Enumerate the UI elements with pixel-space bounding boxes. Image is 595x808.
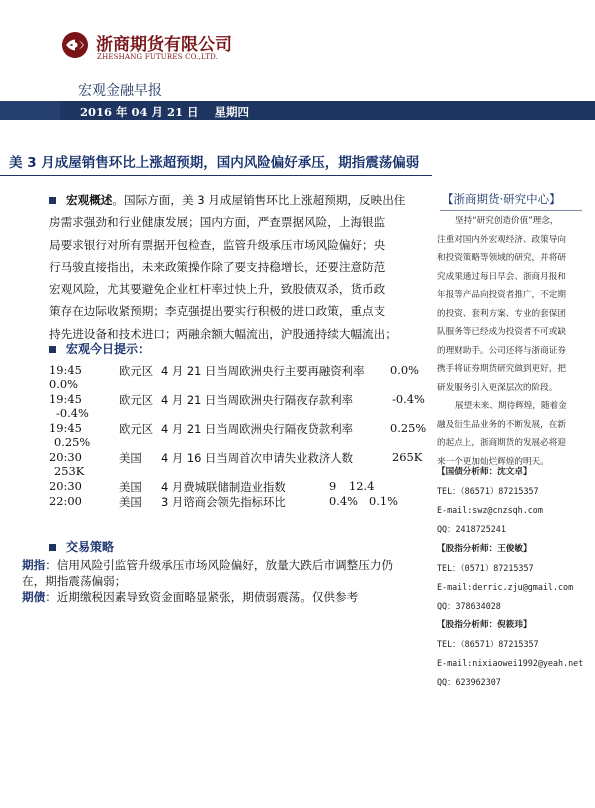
- analyst-email[interactable]: E-mail:derric.zju@gmail.com: [437, 582, 574, 592]
- event-region: 欧元区: [119, 393, 154, 407]
- analyst-card: [437, 616, 583, 692]
- event-name: 4 月 21 日当周欧洲央行隔夜贷款利率: [161, 422, 354, 436]
- calendar-title-suffix: ：: [138, 342, 151, 356]
- sidebar-intro-line: 的投资、套利方案、专业的套保团: [437, 308, 566, 319]
- event-forecast: -0.4%: [56, 406, 89, 420]
- sidebar-intro-line: 究成果通过每日早会、浙商月报和: [437, 271, 566, 282]
- event-name: 4 月费城联储制造业指数: [161, 480, 286, 494]
- strategy-text-cont: 在，期指震荡偏弱；: [22, 574, 127, 588]
- sidebar-intro-line: 注重对国内外宏观经济、政策导向: [437, 234, 566, 245]
- event-name: 4 月 16 日当周首次申请失业救济人数: [161, 451, 354, 465]
- event-name: 3 月谘商会领先指标环比: [161, 495, 286, 509]
- event-prev: 265K: [392, 450, 423, 464]
- analyst-name: 【股指分析师：倪筱玮】: [437, 620, 532, 630]
- overview-line-6: 持先进设备和技术进口；两融余额大幅流出，沪股通持续大幅流出；: [49, 326, 397, 341]
- sidebar-outro-line: 展望未来、期待辉煌，随着金: [455, 401, 567, 411]
- overview-line-1: 房需求强劲和行业健康发展；国内方面，严查票据风险，上海银监: [49, 215, 386, 230]
- sidebar-title-rule: [440, 210, 582, 211]
- report-title: 宏观金融早报: [78, 83, 162, 99]
- sidebar-intro-line: 的理财助手。公司还将与浙商证券: [437, 345, 566, 356]
- headline: 美 3 月成屋销售环比上涨超预期，国内风险偏好承压，期指震荡偏弱: [9, 155, 420, 171]
- strategy-text: ：信用风险引监管升级承压市场风险偏好，放量大跌后市调整压力仍: [45, 558, 394, 572]
- overview-line-4: 宏观风险，尤其要避免企业杠杆率过快上升，致股债双杀，货币政: [49, 282, 386, 297]
- bullet-square-icon: [49, 197, 56, 204]
- sidebar-outro-line: 的起点上，浙商期货的发展必将迎: [437, 438, 566, 448]
- analyst-qq: QQ：2418725241: [437, 524, 506, 534]
- overview-line-0: [49, 189, 419, 211]
- event-time: 19:45: [49, 421, 82, 435]
- calendar-title: [49, 340, 150, 357]
- strategy-item-bond: [22, 589, 422, 605]
- calendar-title-text: 宏观今日提示: [66, 342, 139, 356]
- event-time: 19:45: [49, 392, 82, 406]
- event-time: 22:00: [49, 494, 82, 508]
- event-prev: 0.4%: [329, 494, 358, 508]
- strategy-title: [49, 538, 114, 555]
- event-prev: -0.4%: [392, 392, 425, 406]
- overview-section: [49, 189, 419, 345]
- event-forecast: 12.4: [349, 479, 375, 493]
- event-prev: 0.0%: [390, 363, 419, 377]
- event-time: 20:30: [49, 479, 82, 493]
- sidebar-intro-line: 和投资策略等领域的研究，并将研: [437, 253, 566, 263]
- strategy-label: 期指: [22, 558, 46, 572]
- strategy-section: [22, 557, 422, 605]
- company-logo: [60, 30, 90, 60]
- overview-line-5: 策存在边际收紧预期；李克强提出要实行积极的进口政策，重点支: [49, 304, 386, 319]
- analyst-name: 【股指分析师：王俊敏】: [437, 544, 532, 554]
- analyst-card: [437, 463, 543, 539]
- overview-line-3: 行马骏直接指出，未来政策操作除了要支持稳增长，还要注意防范: [49, 259, 386, 274]
- event-region: 美国: [119, 451, 142, 465]
- analyst-tel: TEL：（86571）87215357: [437, 639, 539, 649]
- analyst-email[interactable]: E-mail:nixiaowei1992@yeah.net: [437, 658, 584, 668]
- event-name: 4 月 21 日当周欧洲央行隔夜存款利率: [161, 393, 354, 407]
- company-name-en: ZHESHANG FUTURES CO.,LTD.: [97, 53, 219, 61]
- event-forecast: 253K: [54, 464, 85, 478]
- analyst-name: 【国债分析师：沈文卓】: [437, 467, 532, 477]
- strategy-label: 期债: [22, 590, 46, 604]
- event-time: 20:30: [49, 450, 82, 464]
- date-bar-accent: [0, 101, 60, 120]
- event-forecast: 0.1%: [369, 494, 398, 508]
- overview-label: 宏观概述: [66, 193, 113, 207]
- strategy-title-text: 交易策略: [66, 540, 115, 554]
- sidebar-intro-line: 年报等产品向投资者推广，不定期: [437, 290, 566, 300]
- sidebar-outro-line: 来一个更加灿烂辉煌的明天。: [437, 456, 549, 467]
- event-region: 美国: [119, 495, 142, 509]
- event-region: 美国: [119, 480, 142, 494]
- report-date: 2016 年 04 月 21 日 星期四: [80, 105, 250, 119]
- sidebar-intro-line: 携手将证券期货研究做到更好，把: [437, 364, 566, 374]
- analyst-qq: QQ：623962307: [437, 677, 501, 687]
- sidebar-intro-line: 队服务等已经成为投资者不可或缺: [437, 327, 566, 337]
- analyst-tel: TEL：（86571）87215357: [437, 486, 539, 496]
- bullet-square-icon: [49, 544, 56, 551]
- event-forecast: 0.0%: [49, 377, 78, 391]
- analyst-qq: QQ：378634028: [437, 601, 501, 611]
- strategy-text: ：近期缴税因素导致资金面略显紧张，期债弱震荡。仅供参考: [45, 590, 359, 604]
- logo-mark-icon: [60, 30, 90, 60]
- sidebar-intro: [437, 212, 589, 471]
- event-prev: 0.25%: [390, 421, 427, 435]
- analyst-tel: TEL：（0571）87215357: [437, 563, 534, 573]
- strategy-item-index: [22, 557, 422, 573]
- headline-rule: [0, 175, 432, 176]
- sidebar-intro-line: 研发服务引入更深层次的阶段。: [437, 382, 558, 393]
- analyst-card: [437, 540, 573, 616]
- event-region: 欧元区: [119, 364, 154, 378]
- sidebar-intro-line: 坚持“研究创造价值”理念，: [455, 216, 559, 226]
- bullet-square-icon: [49, 346, 56, 353]
- analyst-email[interactable]: E-mail:swz@cnzsqh.com: [437, 505, 543, 515]
- company-name-cn: 浙商期货有限公司: [96, 35, 232, 55]
- sidebar-outro-line: 融及衍生品业务的不断发展，在新: [437, 419, 566, 430]
- overview-line-2: 局要求银行对所有票据开包检查，监管升级承压市场风险偏好；央: [49, 237, 386, 252]
- event-time: 19:45: [49, 363, 82, 377]
- event-region: 欧元区: [119, 422, 154, 436]
- sidebar-title: 【浙商期货·研究中心】: [442, 192, 561, 206]
- event-name: 4 月 21 日当周欧洲央行主要再融资利率: [161, 364, 365, 378]
- event-prev: 9: [329, 479, 337, 493]
- event-forecast: 0.25%: [54, 435, 91, 449]
- overview-text-0: 。国际方面，美 3 月成屋销售环比上涨超预期，反映出住: [112, 193, 406, 207]
